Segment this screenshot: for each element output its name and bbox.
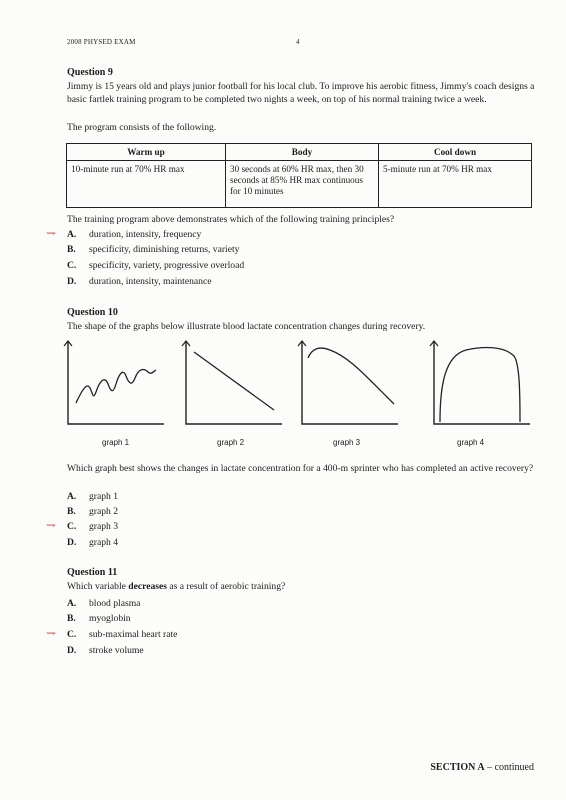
question-10-prompt: Which graph best shows the changes in lactate concentration for a 400-m sprinter who has completed an active recovery? — [67, 463, 534, 474]
option-letter: C. — [67, 260, 77, 271]
q11-option-a[interactable] — [67, 598, 140, 609]
option-letter: D. — [67, 645, 77, 656]
option-letter: B. — [67, 244, 76, 255]
graph-1 — [62, 338, 172, 430]
q9-option-b[interactable] — [67, 244, 239, 255]
option-text: specificity, variety, progressive overload — [89, 260, 245, 271]
q11-option-b[interactable] — [67, 613, 131, 624]
question-9-title: Question 9 — [67, 67, 113, 78]
q11-option-c[interactable] — [67, 629, 177, 640]
q9-option-d[interactable] — [67, 276, 211, 287]
option-letter: D. — [67, 537, 77, 548]
q10-option-c[interactable] — [67, 521, 118, 532]
question-9-consists: The program consists of the following. — [67, 122, 217, 133]
prompt-text: as a result of aerobic training? — [166, 581, 286, 592]
option-text: graph 4 — [89, 537, 119, 548]
answer-arrow-icon: ⇁ — [46, 226, 57, 240]
option-text: graph 2 — [89, 506, 119, 517]
question-9-prompt: The training program above demonstrates which of the following training principles? — [67, 214, 395, 225]
q11-option-d[interactable] — [67, 645, 144, 656]
graph-2-line — [194, 352, 274, 410]
option-text: graph 3 — [89, 521, 119, 532]
table-header-warm-up: Warm up — [67, 144, 226, 161]
table-header-body: Body — [226, 144, 379, 161]
question-9-intro: Jimmy is 15 years old and plays junior football for his local club. To improve his aerobic fitness, Jimmy's coach designs a basic fartlek training program to be completed two nights a week, on top of his normal training twice a week. — [67, 81, 535, 105]
q10-option-a[interactable] — [67, 491, 118, 502]
graph-3-label: graph 3 — [333, 438, 361, 447]
table-cell-warm-up: 10-minute run at 70% HR max — [67, 161, 226, 208]
graph-2 — [180, 338, 290, 430]
table-header-cool-down: Cool down — [379, 144, 532, 161]
option-letter: A. — [67, 491, 77, 502]
answer-arrow-icon: ⇁ — [46, 626, 57, 640]
prompt-emphasis: decreases — [128, 581, 167, 592]
option-letter: A. — [67, 598, 77, 609]
graph-3-curve — [308, 348, 394, 404]
question-11-prompt — [67, 580, 285, 593]
graph-4-curve — [440, 348, 520, 422]
option-text: sub-maximal heart rate — [89, 629, 178, 640]
graph-4 — [428, 338, 538, 430]
option-text: myoglobin — [89, 613, 131, 624]
option-letter: A. — [67, 229, 77, 240]
table-cell-body: 30 seconds at 60% HR max, then 30 seconds at 85% HR max continuous for 10 minutes — [226, 161, 379, 208]
q9-option-c[interactable] — [67, 260, 244, 271]
graph-1-curve — [76, 370, 156, 403]
question-10-intro: The shape of the graphs below illustrate blood lactate concentration changes during recovery. — [67, 321, 426, 332]
q10-option-b[interactable] — [67, 506, 118, 517]
page-number: 4 — [296, 38, 300, 46]
option-text: stroke volume — [89, 645, 144, 656]
option-letter: B. — [67, 613, 76, 624]
table-cell-cool-down: 5-minute run at 70% HR max — [379, 161, 532, 208]
graph-4-label: graph 4 — [457, 438, 485, 447]
q10-option-d[interactable] — [67, 537, 118, 548]
prompt-text: Which variable — [67, 581, 129, 592]
graph-1-label: graph 1 — [102, 438, 130, 447]
option-text: specificity, diminishing returns, variety — [89, 244, 240, 255]
section-footer — [430, 762, 534, 773]
graph-2-label: graph 2 — [217, 438, 245, 447]
option-text: blood plasma — [89, 598, 141, 609]
option-letter: C. — [67, 629, 77, 640]
exam-header: 2008 PHYSED EXAM — [67, 38, 136, 46]
option-text: graph 1 — [89, 491, 119, 502]
footer-section: SECTION A — [430, 762, 485, 773]
footer-suffix: – continued — [484, 762, 534, 773]
question-10-title: Question 10 — [67, 307, 118, 318]
training-program-table — [66, 143, 532, 208]
graph-3 — [296, 338, 406, 430]
answer-arrow-icon: ⇁ — [46, 518, 57, 532]
option-letter: C. — [67, 521, 77, 532]
option-text: duration, intensity, frequency — [89, 229, 202, 240]
option-letter: D. — [67, 276, 77, 287]
question-11-title: Question 11 — [67, 567, 118, 578]
option-letter: B. — [67, 506, 76, 517]
option-text: duration, intensity, maintenance — [89, 276, 212, 287]
q9-option-a[interactable] — [67, 229, 201, 240]
